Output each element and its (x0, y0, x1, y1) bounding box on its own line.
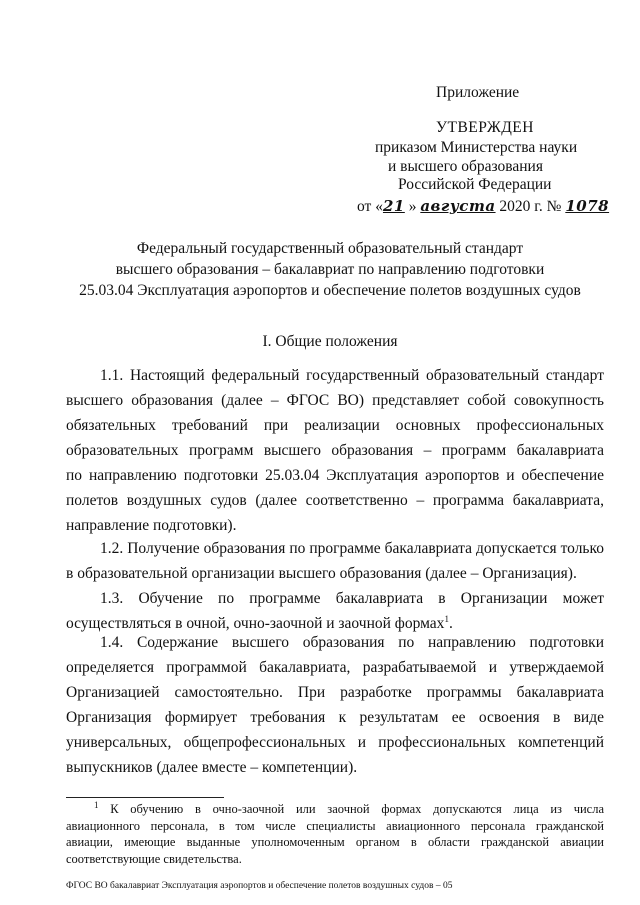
footnote (66, 801, 604, 867)
footnote-line: авиации, имеющие выданные уполномоченным органом в области гражданской авиации (66, 835, 604, 849)
date-mid: » (408, 198, 417, 215)
paragraph-line: 1.4. Содержание высшего образования по направлению подготовки (100, 634, 604, 651)
appendix-label: Приложение (436, 84, 520, 101)
paragraph-line: определяется программой бакалавриата, разрабатываемой и утверждаемой (66, 659, 604, 676)
order-number-handwritten: 1078 (565, 197, 610, 215)
paragraph-line: Организация формирует требования к результатам ее освоения в виде (66, 709, 604, 726)
title-line-1: Федеральный государственный образовательный стандарт (136, 240, 524, 257)
paragraph-line: обязательных требований при реализации основных профессиональных (66, 417, 604, 434)
paragraph-line: высшего образования (далее – ФГОС ВО) представляет собой совокупность (66, 392, 604, 409)
paragraph-1-3 (66, 586, 604, 636)
footnote-reference[interactable]: 1 (444, 613, 449, 624)
paragraph-line-end: . (448, 615, 453, 632)
section-heading: I. Общие положения (262, 333, 398, 350)
paragraph-line: 1.2. Получение образования по программе бакалавриата допускается только (100, 540, 604, 557)
paragraph-line-text: осуществляться в очной, очно-заочной и заочной формах (66, 615, 445, 632)
paragraph-1-1 (66, 363, 604, 538)
paragraph-line: в образовательной организации высшего образования (далее – Организация). (66, 565, 577, 582)
paragraph-1-2 (66, 536, 604, 586)
paragraph-line: полетов воздушных судов (далее соответственно – программа бакалавриата, (66, 492, 604, 509)
paragraph-line: направление подготовки). (66, 517, 237, 534)
order-date-line (357, 197, 609, 216)
approved-stamp-label: УТВЕРЖДЕН (436, 119, 534, 136)
footnote-line-text: К обучению в очно-заочной или заочной формах допускаются лица из числа (110, 802, 605, 816)
footnote-line: соответствующие свидетельства. (66, 851, 242, 866)
paragraph-line: по направлению подготовки 25.03.04 Эксплуатация аэропортов и обеспечение (66, 467, 604, 484)
paragraph-line: выпускников (далее вместе – компетенции). (66, 759, 358, 776)
paragraph-line: универсальных, общепрофессиональных и профессиональных компетенций (66, 734, 604, 751)
title-line-3: 25.03.04 Эксплуатация аэропортов и обеспечение полетов воздушных судов (79, 282, 581, 299)
paragraph-line: Организацией самостоятельно. При разработке программы бакалавриата (66, 684, 604, 701)
footnote-line: авиационного персонала, в том числе специалисты авиационного персонала гражданской (66, 818, 604, 833)
paragraph-line: 1.3. Обучение по программе бакалавриата в Организации может (100, 590, 604, 607)
date-prefix: от « (357, 198, 383, 215)
order-line-1: приказом Министерства науки (375, 139, 578, 156)
order-line-2: и высшего образования (388, 158, 543, 175)
paragraph-line: образовательных программ высшего образования – программ бакалавриата (66, 442, 604, 459)
order-line-3: Российской Федерации (398, 176, 552, 193)
page-footer: ФГОС ВО бакалавриат Эксплуатация аэропортов и обеспечение полетов воздушных судов – 05 (66, 881, 453, 891)
title-line-2: высшего образования – бакалавриат по направлению подготовки (115, 261, 545, 278)
document-title (60, 238, 600, 301)
date-month-handwritten: августа (420, 197, 496, 215)
paragraph-1-4 (66, 630, 604, 780)
date-day-handwritten: 21 (382, 197, 405, 215)
date-year: 2020 г. № (499, 198, 562, 215)
footnote-line (66, 801, 604, 818)
footnote-divider (66, 797, 224, 798)
paragraph-line: 1.1. Настоящий федеральный государственный образовательный стандарт (100, 367, 604, 384)
footnote-mark: 1 (94, 799, 99, 810)
